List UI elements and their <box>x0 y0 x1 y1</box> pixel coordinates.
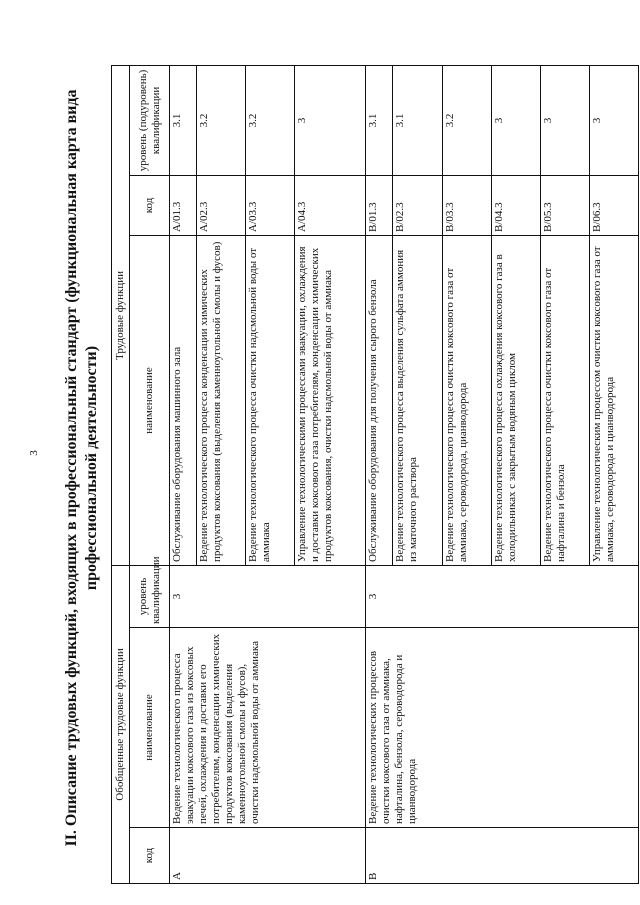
header-gen-code: код <box>130 828 170 884</box>
group-code: А <box>170 828 366 884</box>
group-level: 3 <box>170 565 366 627</box>
functional-map-table <box>111 65 639 884</box>
group-name: Ведение технологического процесса эвакуации коксового газа из коксовых печей, охлаждения и доставки его потребителям, конденсации химических продуктов коксования (выделения каменноугольной смолы и фусов), очистки надсмольной воды от аммиака <box>170 628 366 828</box>
function-level: 3.2 <box>246 65 295 175</box>
header-generalized-functions: Обобщенные трудовые функции <box>112 565 130 883</box>
function-code: В/02.3 <box>393 175 442 235</box>
group-name: Ведение технологических процессов очистки коксового газа от аммиака, нафталина, бензола, сероводорода и цианводорода <box>366 628 639 828</box>
function-level: 3 <box>491 65 540 175</box>
function-level: 3 <box>589 65 638 175</box>
function-level: 3.1 <box>366 65 393 175</box>
function-level: 3.2 <box>442 65 491 175</box>
function-code: В/06.3 <box>589 175 638 235</box>
table-row <box>366 65 393 883</box>
functional-map-table-container <box>111 66 639 884</box>
function-code: А/02.3 <box>197 175 246 235</box>
table-row <box>170 65 197 883</box>
function-name: Ведение технологического процесса выделения сульфата аммония из маточного раствора <box>393 235 442 565</box>
function-code: В/03.3 <box>442 175 491 235</box>
function-code: В/01.3 <box>366 175 393 235</box>
function-name: Ведение технологического процесса очистки надсмольной воды от аммиака <box>246 235 295 565</box>
function-name: Ведение технологического процесса очистки коксового газа от аммиака, сероводорода, цианводорода <box>442 235 491 565</box>
header-gen-name: наименование <box>130 628 170 828</box>
header-gen-qual-level: уровень квалификации <box>130 565 170 627</box>
function-code: В/05.3 <box>540 175 589 235</box>
function-level: 3.1 <box>393 65 442 175</box>
group-level: 3 <box>366 565 639 627</box>
function-name: Управление технологическими процессами эвакуации, охлаждения и доставки коксового газа потребителям, конденсации химических продуктов коксования, очистки надсмольной воды от аммиака <box>295 235 366 565</box>
header-func-name: наименование <box>130 235 170 565</box>
function-level: 3.1 <box>170 65 197 175</box>
header-func-code: код <box>130 175 170 235</box>
page-number: 3 <box>28 450 40 456</box>
header-func-sub-level: уровень (подуровень) квалификации <box>130 65 170 175</box>
function-code: А/01.3 <box>170 175 197 235</box>
group-code: В <box>366 828 639 884</box>
function-code: А/04.3 <box>295 175 366 235</box>
function-level: 3.2 <box>197 65 246 175</box>
function-name: Управление технологическим процессом очистки коксового газа от аммиака, сероводорода и цианводорода <box>589 235 638 565</box>
function-level: 3 <box>540 65 589 175</box>
function-name: Обслуживание оборудования для получения сырого бензола <box>366 235 393 565</box>
function-code: В/04.3 <box>491 175 540 235</box>
function-name: Ведение технологического процесса конденсации химических продуктов коксования (выделения каменноугольной смолы и фусов) <box>197 235 246 565</box>
function-level: 3 <box>295 65 366 175</box>
function-name: Ведение технологического процесса очистки коксового газа от нафталина и бензола <box>540 235 589 565</box>
function-code: А/03.3 <box>246 175 295 235</box>
function-name: Ведение технологического процесса охлаждения коксового газа в холодильниках с закрытым водяным циклом <box>491 235 540 565</box>
heading-line-1: II. Описание трудовых функций, входящих в профессиональный стандарт (функциональная карта вида <box>63 89 80 847</box>
function-name: Обслуживание оборудования машинного зала <box>170 235 197 565</box>
heading-line-2: профессиональной деятельности) <box>83 345 100 591</box>
header-labor-functions: Трудовые функции <box>112 65 130 565</box>
